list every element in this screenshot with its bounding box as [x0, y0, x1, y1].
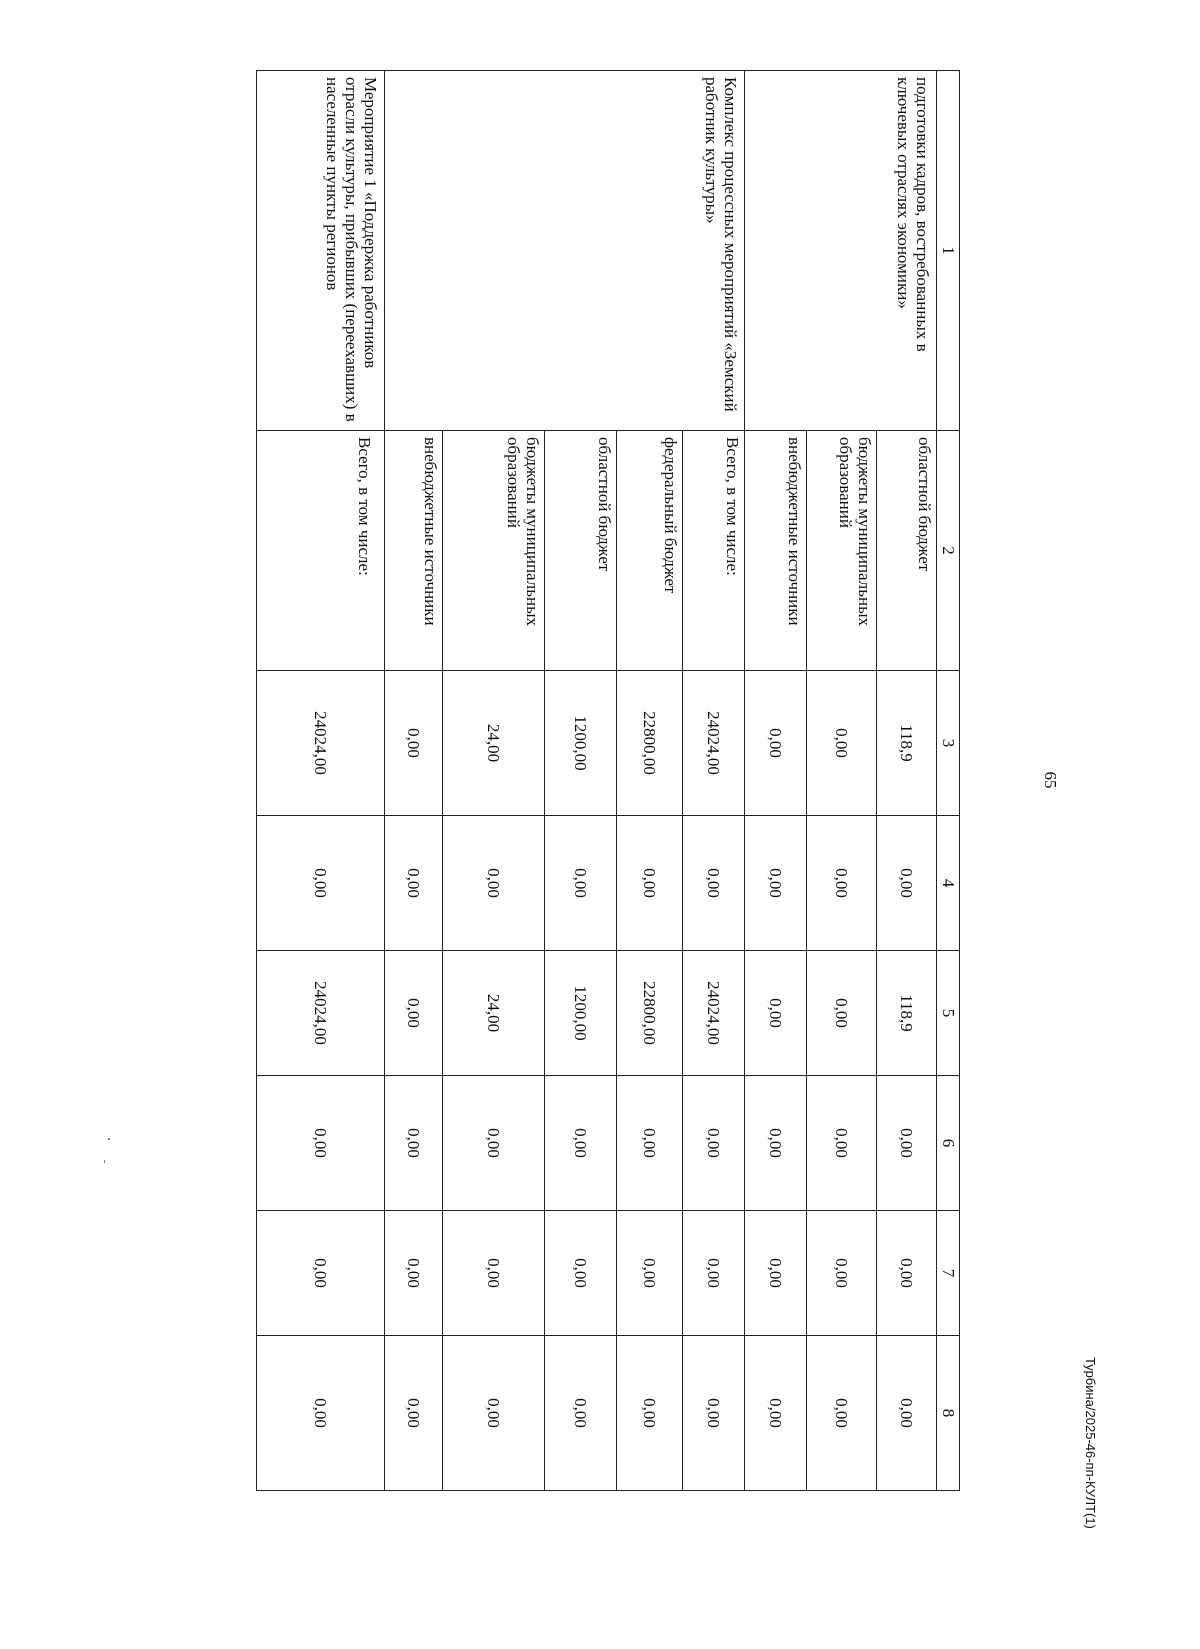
header-col-6: 6: [937, 1076, 960, 1211]
source-cell: внебюджетные источники: [745, 431, 807, 671]
value-cell: 118,9: [877, 951, 937, 1076]
value-cell: 0,00: [257, 1211, 385, 1336]
value-cell: 0,00: [617, 1076, 683, 1211]
header-col-4: 4: [937, 816, 960, 951]
value-cell: 0,00: [443, 1336, 545, 1491]
value-cell: 22800,00: [617, 951, 683, 1076]
source-cell: внебюджетные источники: [385, 431, 443, 671]
value-cell: 0,00: [877, 816, 937, 951]
value-cell: 0,00: [807, 671, 877, 816]
value-cell: 0,00: [807, 1336, 877, 1491]
value-cell: 0,00: [877, 1211, 937, 1336]
group-name: Мероприятие 1 «Поддержка работников отрасли культуры, прибывших (переехавших) в населенные пункты регионов: [257, 71, 385, 431]
source-cell: Всего, в том числе:: [257, 431, 385, 671]
value-cell: 0,00: [617, 1211, 683, 1336]
value-cell: 0,00: [257, 1076, 385, 1211]
value-cell: 0,00: [745, 951, 807, 1076]
value-cell: 0,00: [877, 1076, 937, 1211]
source-cell: бюджеты муниципальных образований: [807, 431, 877, 671]
value-cell: 0,00: [257, 1336, 385, 1491]
budget-table-container: [140, 70, 960, 1490]
value-cell: 0,00: [257, 816, 385, 951]
scan-speck: [104, 1160, 105, 1163]
value-cell: 0,00: [807, 951, 877, 1076]
header-col-3: 3: [937, 671, 960, 816]
value-cell: 0,00: [683, 1336, 745, 1491]
value-cell: 0,00: [617, 1336, 683, 1491]
value-cell: 0,00: [807, 816, 877, 951]
value-cell: 0,00: [745, 1211, 807, 1336]
value-cell: 0,00: [807, 1211, 877, 1336]
header-col-5: 5: [937, 951, 960, 1076]
value-cell: 0,00: [385, 1076, 443, 1211]
source-cell: областной бюджет: [877, 431, 937, 671]
value-cell: 0,00: [385, 1211, 443, 1336]
source-cell: областной бюджет: [545, 431, 617, 671]
value-cell: 0,00: [385, 1336, 443, 1491]
header-col-7: 7: [937, 1211, 960, 1336]
header-col-2: 2: [937, 431, 960, 671]
document-code: Турбина/2025-46-пп-КУЛТ(1): [1083, 1357, 1098, 1529]
value-cell: 0,00: [807, 1076, 877, 1211]
value-cell: 0,00: [877, 1336, 937, 1491]
source-cell: федеральный бюджет: [617, 431, 683, 671]
value-cell: 0,00: [443, 1076, 545, 1211]
value-cell: 24024,00: [683, 951, 745, 1076]
value-cell: 0,00: [617, 816, 683, 951]
header-col-1: 1: [937, 71, 960, 431]
table-row: [683, 71, 745, 1491]
table-row: [877, 71, 937, 1491]
value-cell: 0,00: [385, 671, 443, 816]
source-cell: бюджеты муниципальных образований: [443, 431, 545, 671]
value-cell: 0,00: [683, 1211, 745, 1336]
value-cell: 0,00: [683, 1076, 745, 1211]
value-cell: 22800,00: [617, 671, 683, 816]
value-cell: 0,00: [745, 816, 807, 951]
value-cell: 24,00: [443, 671, 545, 816]
scan-speck: [108, 1138, 110, 1140]
value-cell: 0,00: [443, 1211, 545, 1336]
value-cell: 0,00: [545, 1211, 617, 1336]
value-cell: 24024,00: [257, 951, 385, 1076]
value-cell: 0,00: [385, 951, 443, 1076]
value-cell: 118,9: [877, 671, 937, 816]
source-cell: Всего, в том числе:: [683, 431, 745, 671]
table-row: [257, 71, 385, 1491]
page-number: 65: [1041, 771, 1060, 789]
value-cell: 1200,00: [545, 671, 617, 816]
group-name: Комплекс процессных мероприятий «Земский работник культуры»: [385, 71, 745, 431]
header-row: [937, 71, 960, 1491]
value-cell: 24,00: [443, 951, 545, 1076]
header-col-8: 8: [937, 1336, 960, 1491]
value-cell: 1200,00: [545, 951, 617, 1076]
value-cell: 24024,00: [683, 671, 745, 816]
value-cell: 0,00: [545, 1336, 617, 1491]
budget-table: [256, 70, 960, 1491]
value-cell: 0,00: [443, 816, 545, 951]
value-cell: 0,00: [545, 1076, 617, 1211]
value-cell: 0,00: [745, 1076, 807, 1211]
value-cell: 0,00: [385, 816, 443, 951]
value-cell: 0,00: [683, 816, 745, 951]
value-cell: 24024,00: [257, 671, 385, 816]
value-cell: 0,00: [545, 816, 617, 951]
value-cell: 0,00: [745, 1336, 807, 1491]
group-name: подготовки кадров, востребованных в ключевых отраслях экономики»: [745, 71, 937, 431]
value-cell: 0,00: [745, 671, 807, 816]
budget-table-rotated: [140, 70, 960, 1490]
